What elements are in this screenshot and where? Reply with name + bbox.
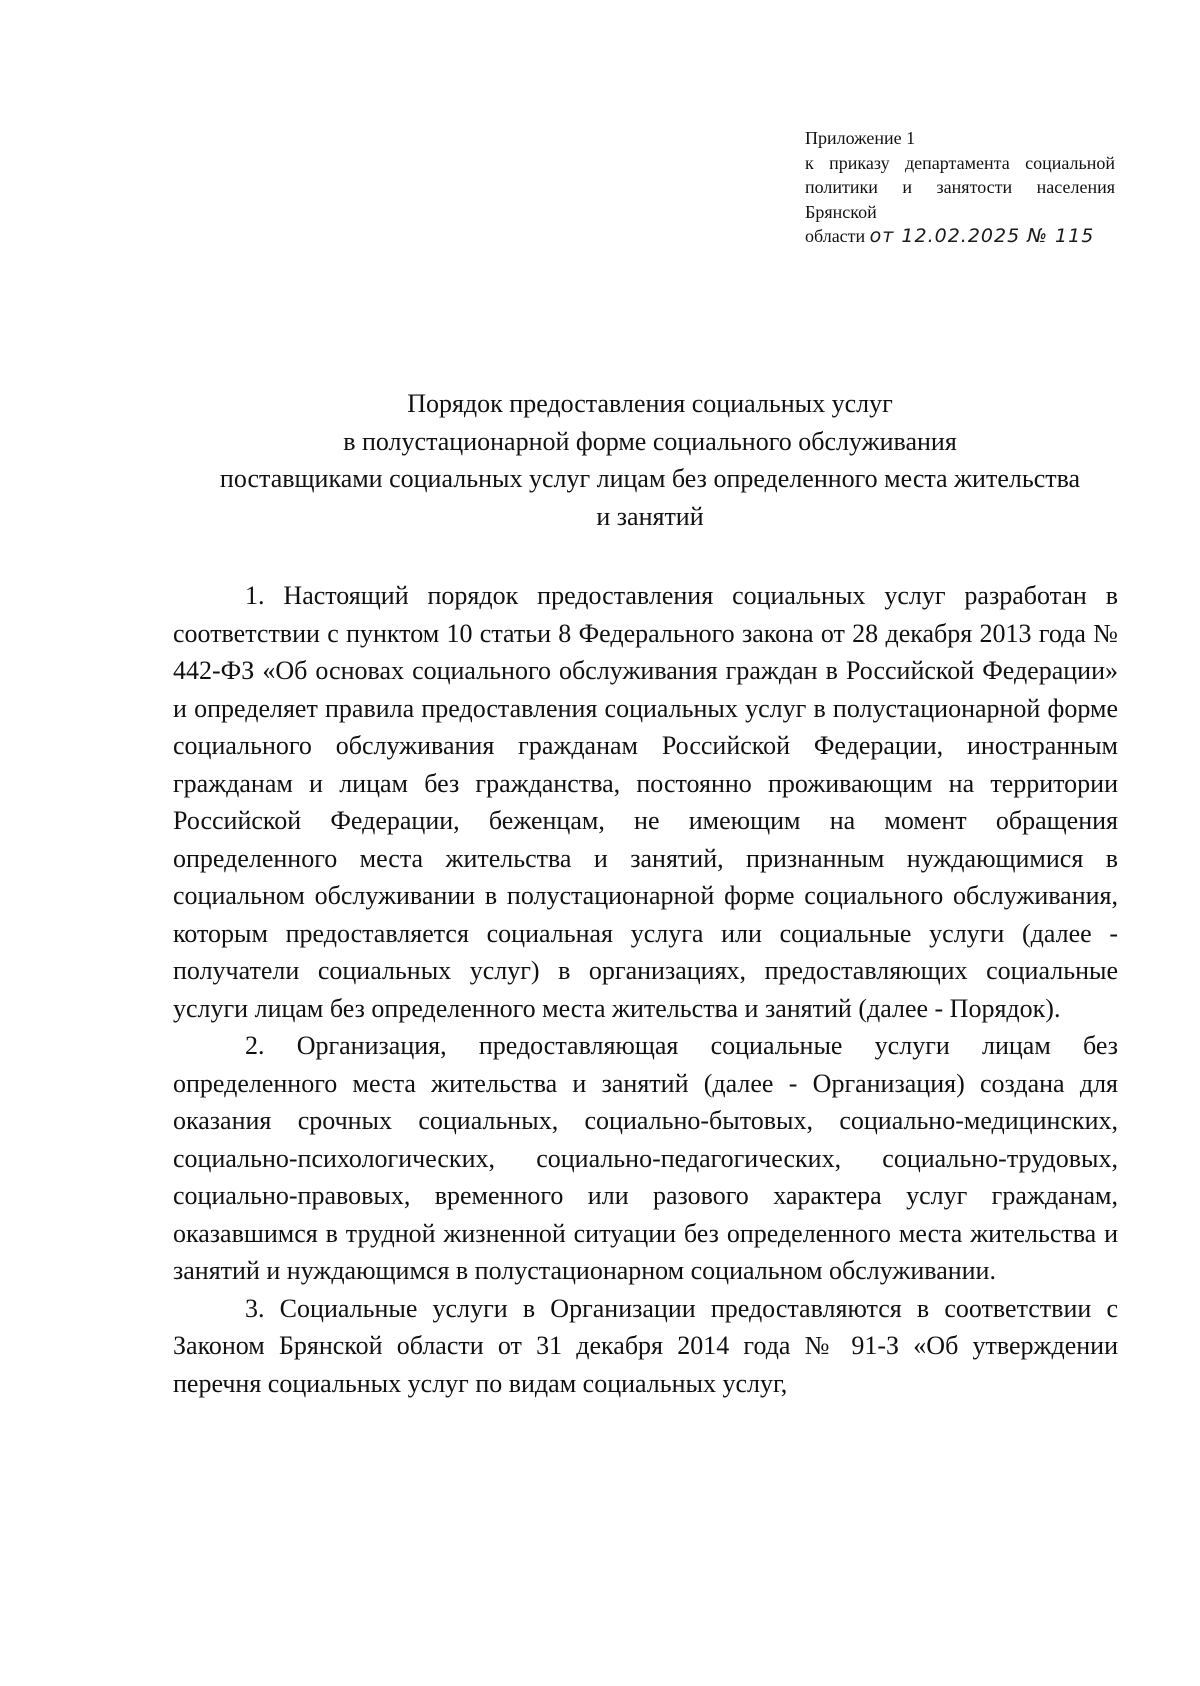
title-line-4: и занятий [596, 501, 704, 531]
paragraph-2: 2. Организация, предоставляющая социальные услуги лицам без определенного места жительства и занятий (далее - Организация) создана для оказания срочных социальных, социально-бытовых, социально-медицинских, социально-психологических, социально-педагогических, социально-трудовых, социально-правовых, временного или разового характера услуг гражданам, оказавшимся в трудной жизненной ситуации без определенного места жительства и занятий и нуждающимся в полустационарном социальном обслуживании. [173, 1031, 1118, 1285]
paragraph-1: 1. Настоящий порядок предоставления социальных услуг разработан в соответствии с пунктом 10 статьи 8 Федерального закона от 28 декабря 2013 года № 442-ФЗ «Об основах социального обслуживания граждан в Российской Федерации» и определяет правила предоставления социальных услуг в полустационарной форме социального обслуживания гражданам Российской Федерации, иностранным гражданам и лицам без гражданства, постоянно проживающим на территории Российской Федерации, беженцам, не имеющим на момент обращения определенного места жительства и занятий, признанным нуждающимися в социальном обслуживании в полустационарной форме социального обслуживания, которым предоставляется социальная услуга или социальные услуги (далее - получатели социальных услуг) в организациях, предоставляющих социальные услуги лицам без определенного места жительства и занятий (далее - Порядок). [173, 581, 1118, 1023]
title-line-1: Порядок предоставления социальных услуг [407, 389, 893, 418]
annex-number: Приложение 1 [805, 128, 916, 148]
annex-header [805, 126, 1115, 249]
title-line-3: поставщиками социальных услуг лицам без определенного места жительства [219, 464, 1081, 493]
paragraph-3: 3. Социальные услуги в Организации предоставляются в соответствии с Законом Брянской области от 31 декабря 2014 года № 91-З «Об утверждении перечня социальных услуг по видам социальных услуг, [173, 1293, 1118, 1398]
annex-date-line [805, 224, 1115, 249]
annex-region-word: области [805, 226, 866, 246]
document-title [150, 385, 1150, 535]
handwritten-date-number: от 12.02.2025 № 115 [869, 225, 1095, 247]
title-line-2: в полустационарной форме социального обслуживания [343, 426, 957, 456]
annex-order-reference: к приказу департамента социальной политики и занятости населения Брянской [805, 152, 1115, 222]
document-body [173, 577, 1118, 1402]
